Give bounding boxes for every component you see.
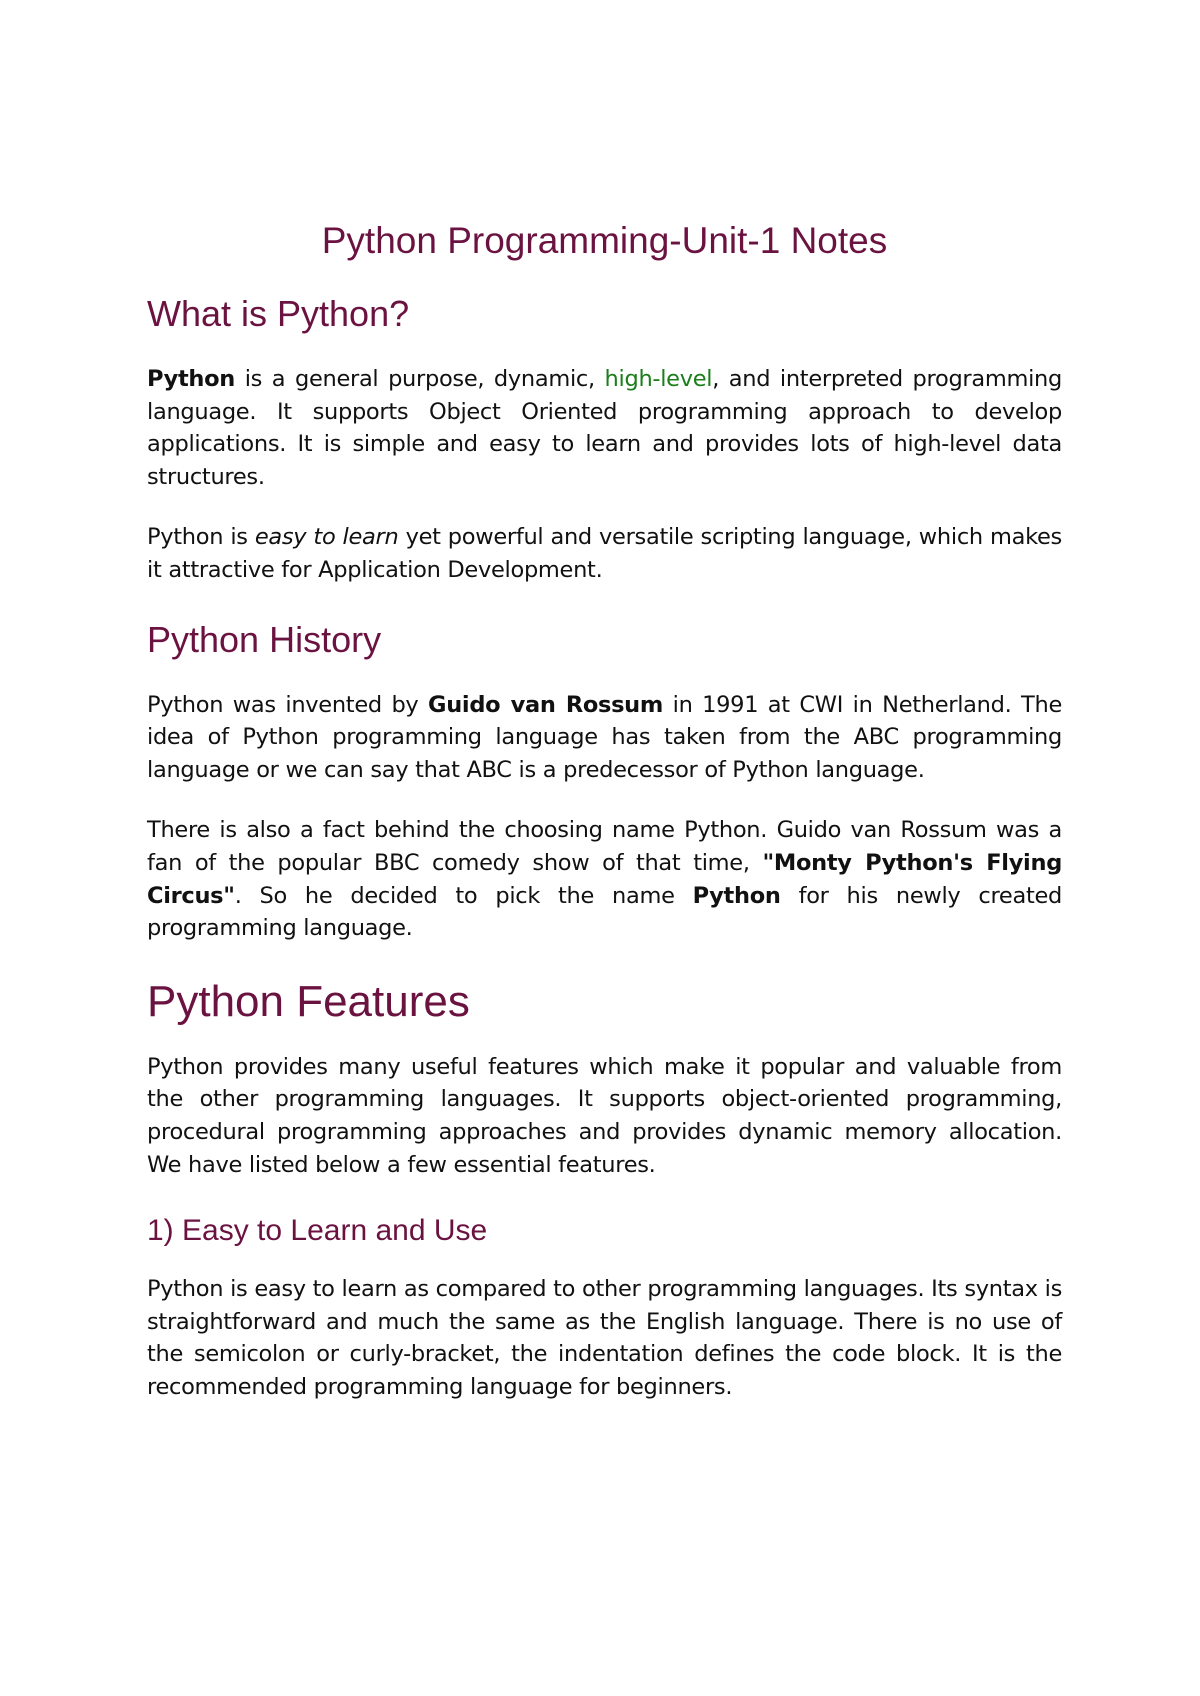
- section-easy-to-learn: [147, 1209, 1062, 1403]
- heading-easy-to-learn: 1) Easy to Learn and Use: [147, 1214, 488, 1248]
- italic-easy-to-learn: easy to learn: [254, 524, 399, 551]
- paragraph-python-definition: [147, 363, 1062, 493]
- text-span: for his newly created programming language.: [147, 882, 1062, 942]
- section-python-features: [147, 973, 1062, 1181]
- paragraph-history-invention: [147, 689, 1062, 787]
- section-python-history: [147, 615, 1062, 945]
- text-span: Python was invented by: [147, 691, 429, 718]
- bold-guido-van-rossum: Guido van Rossum: [428, 691, 664, 718]
- heading-python-features: Python Features: [147, 976, 470, 1026]
- text-span: , and interpreted programming language. It supports Object Oriented programming approach to develop applications. It is simple and easy to learn and provides lots of high-level data structures.: [147, 366, 1062, 490]
- section-what-is-python: [147, 289, 1062, 587]
- paragraph-easy-to-learn: Python is easy to learn as compared to other programming languages. Its syntax is straightforward and much the same as the English language. There is no use of the semicolon or curly-bracket, the indentation defines the code block. It is the recommended programming language for beginners.: [147, 1276, 1062, 1400]
- heading-what-is-python: What is Python?: [147, 293, 410, 334]
- text-span: Python is: [147, 524, 255, 551]
- text-span: . So he decided to pick the name: [234, 882, 693, 909]
- paragraph-easy-to-learn-intro: [147, 521, 1062, 586]
- text-span: is a general purpose, dynamic,: [235, 366, 605, 392]
- document-content: [147, 215, 1062, 1431]
- heading-python-history: Python History: [147, 618, 382, 660]
- paragraph-features-intro: Python provides many useful features which make it popular and valuable from the other programming languages. It supports object-oriented programming, procedural programming approaches and provides dynamic memory allocation. We have listed below a few essential features.: [147, 1053, 1062, 1178]
- bold-python-name: Python: [692, 882, 781, 909]
- text-span: There is also a fact behind the choosing name Python. Guido van Rossum was a fan of the popular BBC comedy show of that time,: [147, 817, 1062, 876]
- paragraph-history-name: [147, 814, 1062, 944]
- text-span: yet powerful and versatile scripting language, which makes it attractive for Application Development.: [147, 524, 1062, 583]
- document-title: Python Programming-Unit-1 Notes: [321, 220, 888, 261]
- bold-python: Python: [147, 366, 236, 392]
- bold-monty-python: "Monty Python's Flying Circus": [147, 849, 1062, 909]
- text-span: in 1991 at CWI in Netherland. The idea of Python programming language has taken from the ABC programming language or we can say that ABC is a predecessor of Python language.: [147, 691, 1063, 783]
- link-high-level[interactable]: high-level: [604, 366, 713, 392]
